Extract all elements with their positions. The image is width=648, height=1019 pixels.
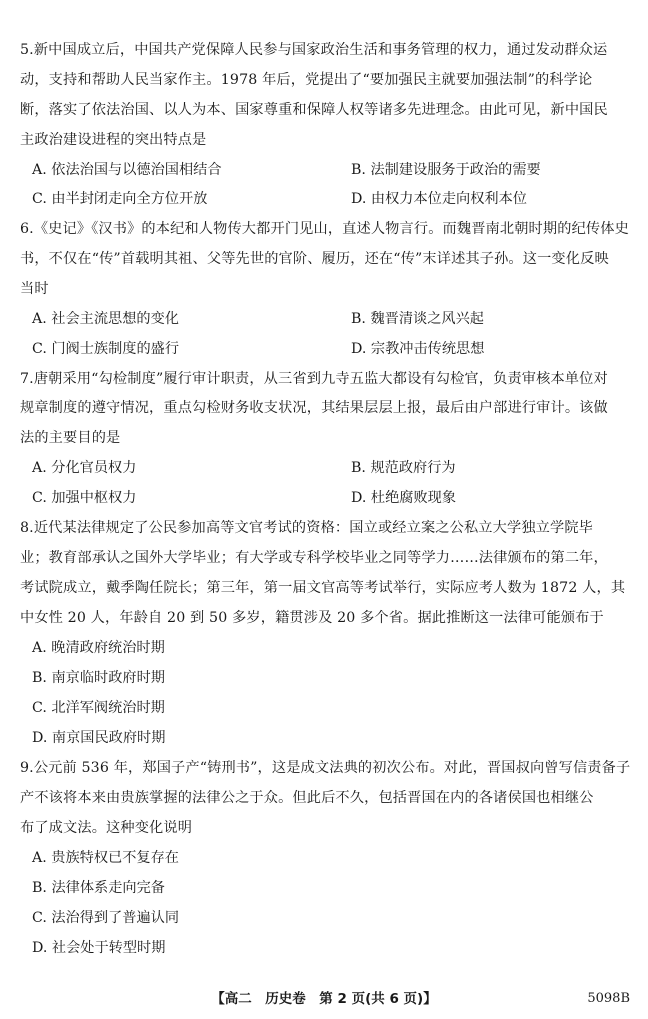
question-8-line-4: 中女性 20 人，年龄自 20 到 50 多岁，籍贯涉及 20 多个省。据此推断这一法律可能颁布于 [20, 610, 604, 626]
question-9-option-b: B. 法律体系走向完备 [32, 880, 165, 896]
question-6-option-a: A. 社会主流思想的变化 [32, 311, 179, 327]
question-6-option-b: B. 魏晋清谈之风兴起 [351, 311, 484, 327]
question-9-option-c: C. 法治得到了普遍认同 [32, 910, 180, 926]
question-7-option-b: B. 规范政府行为 [351, 460, 456, 476]
question-5-line-4: 主政治建设进程的突出特点是 [20, 132, 207, 148]
question-6-line-3: 当时 [20, 281, 49, 297]
question-5-option-b: B. 法制建设服务于政治的需要 [351, 162, 541, 178]
question-6-option-c: C. 门阀士族制度的盛行 [32, 341, 180, 357]
question-8-option-d: D. 南京国民政府时期 [32, 730, 166, 746]
question-8-line-2: 业；教育部承认之国外大学毕业；有大学或专科学校毕业之同等学力……法律颁布的第二年， [20, 550, 608, 566]
question-6-option-d: D. 宗教冲击传统思想 [351, 341, 485, 357]
question-7-line-1: 7.唐朝采用“勾检制度”履行审计职责，从三省到九寺五监大都设有勾检官，负责审核本单位对 [20, 371, 608, 387]
question-7-line-2: 规章制度的遵守情况，重点勾检财务收支状况，其结果层层上报，最后由户部进行审计。该做 [20, 400, 608, 416]
paper-code: 5098B [587, 991, 630, 1006]
question-7-option-d: D. 杜绝腐败现象 [351, 490, 457, 506]
page-footer: 【高二 历史卷 第 2 页(共 6 页)】 [211, 991, 437, 1007]
question-8-option-c: C. 北洋军阀统治时期 [32, 700, 165, 716]
question-7-option-a: A. 分化官员权力 [32, 460, 137, 476]
question-9-option-d: D. 社会处于转型时期 [32, 940, 166, 956]
question-5-line-3: 断，落实了依法治国、以人为本、国家尊重和保障人权等诸多先进理念。由此可见，新中国民 [20, 102, 608, 118]
question-6-line-1: 6.《史记》《汉书》的本纪和人物传大都开门见山，直述人物言行。而魏晋南北朝时期的纪传体史 [20, 221, 629, 237]
question-8-line-1: 8.近代某法律规定了公民参加高等文官考试的资格：国立或经立案之公私立大学独立学院毕 [20, 520, 594, 536]
question-8-option-a: A. 晚清政府统治时期 [32, 640, 165, 656]
question-9-option-a: A. 贵族特权已不复存在 [32, 850, 179, 866]
question-7-line-3: 法的主要目的是 [20, 430, 121, 446]
question-5-option-c: C. 由半封闭走向全方位开放 [32, 191, 208, 207]
question-9-line-1: 9.公元前 536 年，郑国子产“铸刑书”，这是成文法典的初次公布。对此，晋国叔向曾写信责备子 [20, 760, 631, 776]
question-6-line-2: 书，不仅在“传”首载明其祖、父等先世的官阶、履历，还在“传”末详述其子孙。这一变化反映 [20, 251, 609, 267]
question-5-line-2: 动，支持和帮助人民当家作主。1978 年后，党提出了“要加强民主就要加强法制”的科学论 [20, 72, 593, 88]
question-9-line-2: 产不该将本来由贵族掌握的法律公之于众。但此后不久，包括晋国在内的各诸侯国也相继公 [20, 790, 594, 806]
question-9-line-3: 布了成文法。这种变化说明 [20, 820, 193, 836]
question-8-line-3: 考试院成立，戴季陶任院长；第三年，第一届文官高等考试举行，实际应考人数为 1872 人，其 [20, 580, 626, 596]
question-5-line-1: 5.新中国成立后，中国共产党保障人民参与国家政治生活和事务管理的权力，通过发动群众运 [20, 42, 608, 58]
question-5-option-a: A. 依法治国与以德治国相结合 [32, 162, 222, 178]
question-8-option-b: B. 南京临时政府时期 [32, 670, 165, 686]
question-5-option-d: D. 由权力本位走向权利本位 [351, 191, 527, 207]
question-7-option-c: C. 加强中枢权力 [32, 490, 137, 506]
